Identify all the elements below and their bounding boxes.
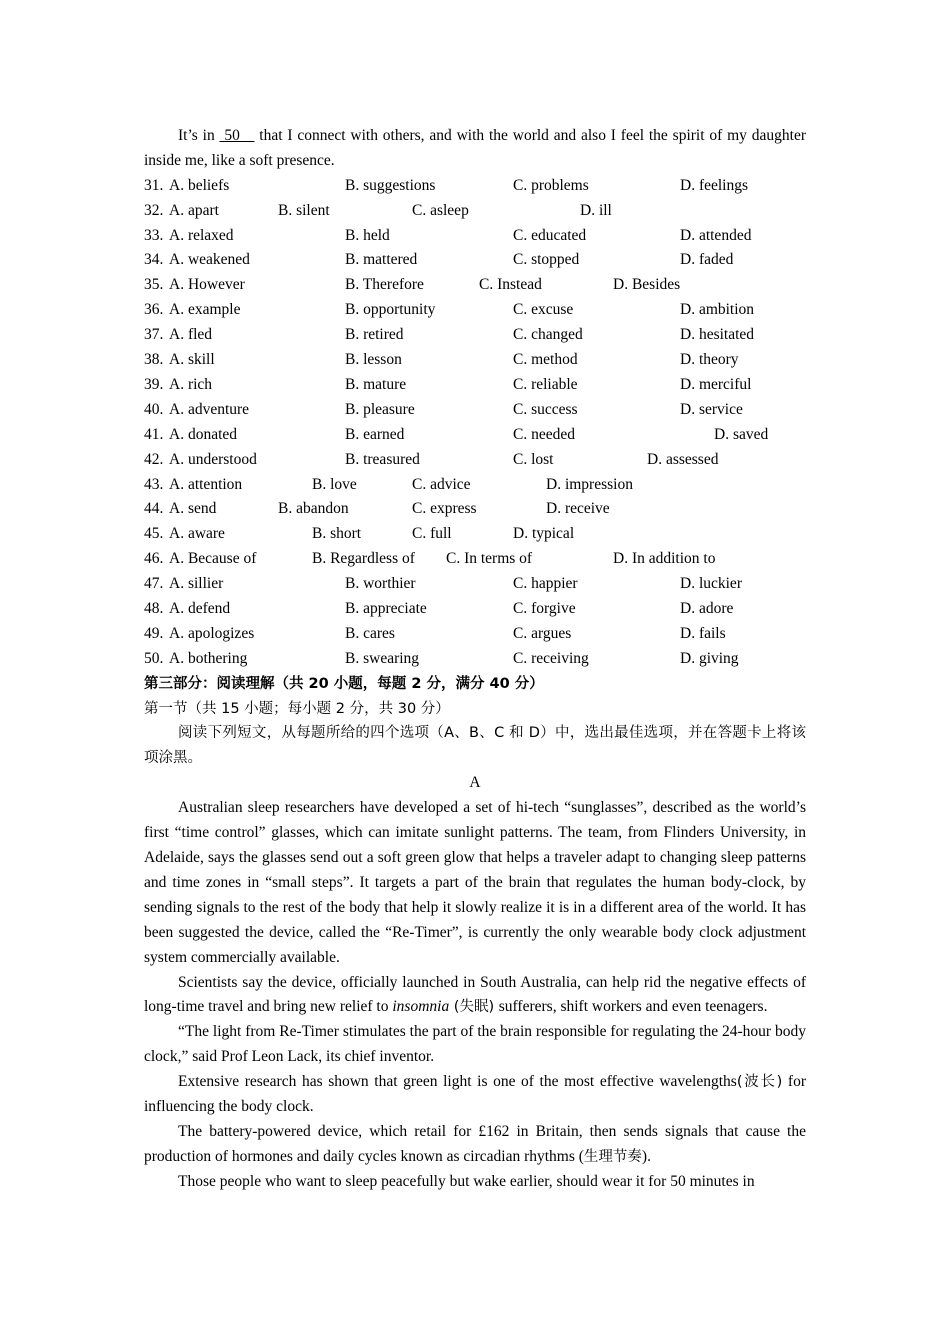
- option-d: D. service: [680, 400, 743, 418]
- option-a: A. fled: [169, 326, 213, 344]
- p2-gloss: (失眠): [449, 999, 499, 1016]
- option-d: D. assessed: [647, 450, 719, 468]
- option-d: D. hesitated: [680, 326, 755, 344]
- question-number: 47.: [144, 575, 164, 593]
- option-b: B. silent: [278, 201, 330, 219]
- option-b: B. earned: [345, 425, 405, 443]
- option-d: D. Besides: [613, 276, 681, 294]
- option-row: [144, 174, 806, 199]
- option-d: D. theory: [680, 351, 739, 369]
- option-b: B. swearing: [345, 649, 420, 667]
- option-c: C. argues: [513, 624, 572, 642]
- option-c: C. full: [412, 525, 452, 543]
- question-number: 50.: [144, 649, 164, 667]
- option-d: D. faded: [680, 251, 734, 269]
- option-b: B. held: [345, 226, 390, 244]
- option-b: B. lesson: [345, 351, 402, 369]
- option-d: D. In addition to: [613, 550, 716, 568]
- option-d: D. feelings: [680, 176, 749, 194]
- option-row: [144, 248, 806, 273]
- option-a: A. example: [169, 301, 241, 319]
- question-number: 34.: [144, 251, 164, 269]
- option-c: C. success: [513, 400, 578, 418]
- option-a: A. defend: [169, 599, 231, 617]
- option-c: C. Instead: [479, 276, 542, 294]
- option-b: B. treasured: [345, 450, 420, 468]
- option-row: [144, 398, 806, 423]
- option-b: B. worthier: [345, 575, 416, 593]
- option-row: [144, 423, 806, 448]
- p5-text-end: ).: [641, 1147, 651, 1165]
- question-number: 46.: [144, 550, 164, 568]
- option-b: B. pleasure: [345, 400, 415, 418]
- option-d: D. giving: [680, 649, 739, 667]
- option-a: A. weakened: [169, 251, 250, 269]
- option-row: [144, 273, 806, 298]
- reading-instructions: 阅读下列短文，从每题所给的四个选项（A、B、C 和 D）中，选出最佳选项，并在答题卡上将该项涂黑。: [144, 725, 806, 767]
- text-post: that I connect with others, and with the world and also I feel the spirit of my daughter inside me, like a soft presence.: [144, 127, 806, 169]
- option-row: [144, 497, 806, 522]
- question-number: 41.: [144, 425, 164, 443]
- option-a: A. donated: [169, 425, 238, 443]
- option-c: C. advice: [412, 475, 471, 493]
- option-c: C. stopped: [513, 251, 580, 269]
- option-b: B. short: [312, 525, 362, 543]
- passage-paragraph-3: “The light from Re-Timer stimulates the part of the brain responsible for regulating the 24-hour body clock,” said Prof Leon Lack, its chief inventor.: [144, 1023, 806, 1066]
- option-b: B. abandon: [278, 500, 349, 518]
- section1-title: 第一节（共 15 小题；每小题 2 分，共 30 分）: [144, 700, 450, 717]
- question-number: 40.: [144, 400, 164, 418]
- option-c: C. excuse: [513, 301, 574, 319]
- option-d: D. fails: [680, 624, 726, 642]
- passage-paragraph-6: Those people who want to sleep peacefully but wake earlier, should wear it for 50 minutes in: [178, 1172, 755, 1190]
- option-c: C. forgive: [513, 599, 576, 617]
- part3-title: 第三部分：阅读理解（共 20 小题，每题 2 分，满分 40 分）: [144, 675, 544, 692]
- option-c: C. In terms of: [446, 550, 533, 568]
- option-b: B. opportunity: [345, 301, 436, 319]
- exam-page: [144, 124, 806, 1195]
- option-c: C. educated: [513, 226, 587, 244]
- option-row: [144, 323, 806, 348]
- p5-text: The battery-powered device, which retail for £162 in Britain, then sends signals that cause the production of hormones and daily cycles known as circadian rhythms (: [144, 1122, 806, 1165]
- option-row: [144, 298, 806, 323]
- option-a: A. relaxed: [169, 226, 234, 244]
- option-c: C. problems: [513, 176, 589, 194]
- option-a: A. sillier: [169, 575, 224, 593]
- option-a: A. bothering: [169, 649, 248, 667]
- option-row: [144, 597, 806, 622]
- question-number: 45.: [144, 525, 164, 543]
- option-d: D. impression: [546, 475, 633, 493]
- text-pre: It’s in: [178, 127, 220, 144]
- option-b: B. suggestions: [345, 176, 436, 194]
- option-d: D. luckier: [680, 575, 742, 593]
- option-d: D. typical: [513, 525, 575, 543]
- option-c: C. receiving: [513, 649, 589, 667]
- p4-gloss: (波长): [736, 1074, 783, 1091]
- option-a: A. rich: [169, 375, 213, 393]
- option-a: A. skill: [169, 351, 215, 369]
- option-d: D. ambition: [680, 301, 755, 319]
- option-c: C. happier: [513, 575, 578, 593]
- option-c: C. needed: [513, 425, 575, 443]
- p2-text-end: sufferers, shift workers and even teenagers.: [498, 998, 768, 1016]
- option-b: B. mattered: [345, 251, 418, 269]
- p4-text-end: for influencing the body clock.: [144, 1073, 806, 1116]
- question-number: 48.: [144, 599, 164, 617]
- option-a: A. understood: [169, 450, 257, 468]
- option-d: D. ill: [580, 201, 612, 219]
- question-number: 38.: [144, 351, 164, 369]
- option-c: C. method: [513, 351, 578, 369]
- option-d: D. adore: [680, 599, 734, 617]
- option-a: A. apart: [169, 201, 219, 219]
- cloze-closing-paragraph: [144, 124, 806, 174]
- option-b: B. Regardless of: [312, 550, 415, 568]
- passage-paragraph-5: [144, 1120, 806, 1170]
- question-number: 35.: [144, 276, 164, 294]
- option-b: B. love: [312, 475, 357, 493]
- p2-text: Scientists say the device, officially launched in South Australia, can help rid the negative effects of long-time travel and bring new relief to: [144, 973, 806, 1016]
- passage-paragraph-2: [144, 971, 806, 1021]
- question-number: 42.: [144, 450, 164, 468]
- p4-text: Extensive research has shown that green light is one of the most effective wavelengths: [178, 1073, 737, 1091]
- option-row: [144, 199, 806, 224]
- option-d: D. merciful: [680, 375, 752, 393]
- option-c: C. reliable: [513, 375, 578, 393]
- option-a: A. aware: [169, 525, 225, 543]
- option-b: B. Therefore: [345, 276, 424, 294]
- question-number: 49.: [144, 624, 164, 642]
- option-row: [144, 547, 806, 572]
- option-row: [144, 373, 806, 398]
- option-c: C. express: [412, 500, 477, 518]
- passage-label: A: [469, 774, 481, 792]
- option-d: D. receive: [546, 500, 610, 518]
- option-b: B. appreciate: [345, 599, 427, 617]
- option-row: [144, 572, 806, 597]
- cloze-options-list: [144, 174, 806, 672]
- option-a: A. adventure: [169, 400, 250, 418]
- option-c: C. lost: [513, 450, 554, 468]
- option-a: A. However: [169, 276, 245, 294]
- option-a: A. attention: [169, 475, 243, 493]
- option-b: B. cares: [345, 624, 395, 642]
- option-row: [144, 224, 806, 249]
- question-number: 44.: [144, 500, 164, 518]
- option-row: [144, 448, 806, 473]
- p2-term: insomnia: [392, 998, 450, 1016]
- question-number: 39.: [144, 375, 164, 393]
- option-a: A. apologizes: [169, 624, 255, 642]
- passage-paragraph-1: Australian sleep researchers have developed a set of hi-tech “sunglasses”, described as the world’s first “time control” glasses, which can imitate sunlight patterns. The team, from Flinders University, in Adelaide, says the glasses send out a soft green glow that helps a traveler adapt to changing sleep patterns and time zones in “small steps”. It targets a part of the brain that regulates the human body-clock, by sending signals to the rest of the body that help it slowly realize it is in a different area of the world. It has been suggested the device, called the “Re-Timer”, is currently the only wearable body clock adjustment system commercially available.: [144, 799, 806, 966]
- option-a: A. send: [169, 500, 217, 518]
- option-row: [144, 522, 806, 547]
- option-row: [144, 348, 806, 373]
- option-c: C. changed: [513, 326, 583, 344]
- option-row: [144, 622, 806, 647]
- option-a: A. Because of: [169, 550, 257, 568]
- option-b: B. retired: [345, 326, 404, 344]
- option-d: D. attended: [680, 226, 752, 244]
- option-row: [144, 473, 806, 498]
- passage-paragraph-4: [144, 1070, 806, 1120]
- question-number: 43.: [144, 475, 164, 493]
- question-number: 31.: [144, 176, 164, 194]
- option-row: [144, 647, 806, 672]
- question-number: 33.: [144, 226, 164, 244]
- option-a: A. beliefs: [169, 176, 230, 194]
- option-b: B. mature: [345, 375, 407, 393]
- question-number: 32.: [144, 201, 164, 219]
- option-c: C. asleep: [412, 201, 469, 219]
- question-number: 37.: [144, 326, 164, 344]
- option-d: D. saved: [714, 425, 769, 443]
- blank-50: 50: [219, 127, 255, 144]
- p5-gloss: 生理节奏: [583, 1148, 642, 1165]
- question-number: 36.: [144, 301, 164, 319]
